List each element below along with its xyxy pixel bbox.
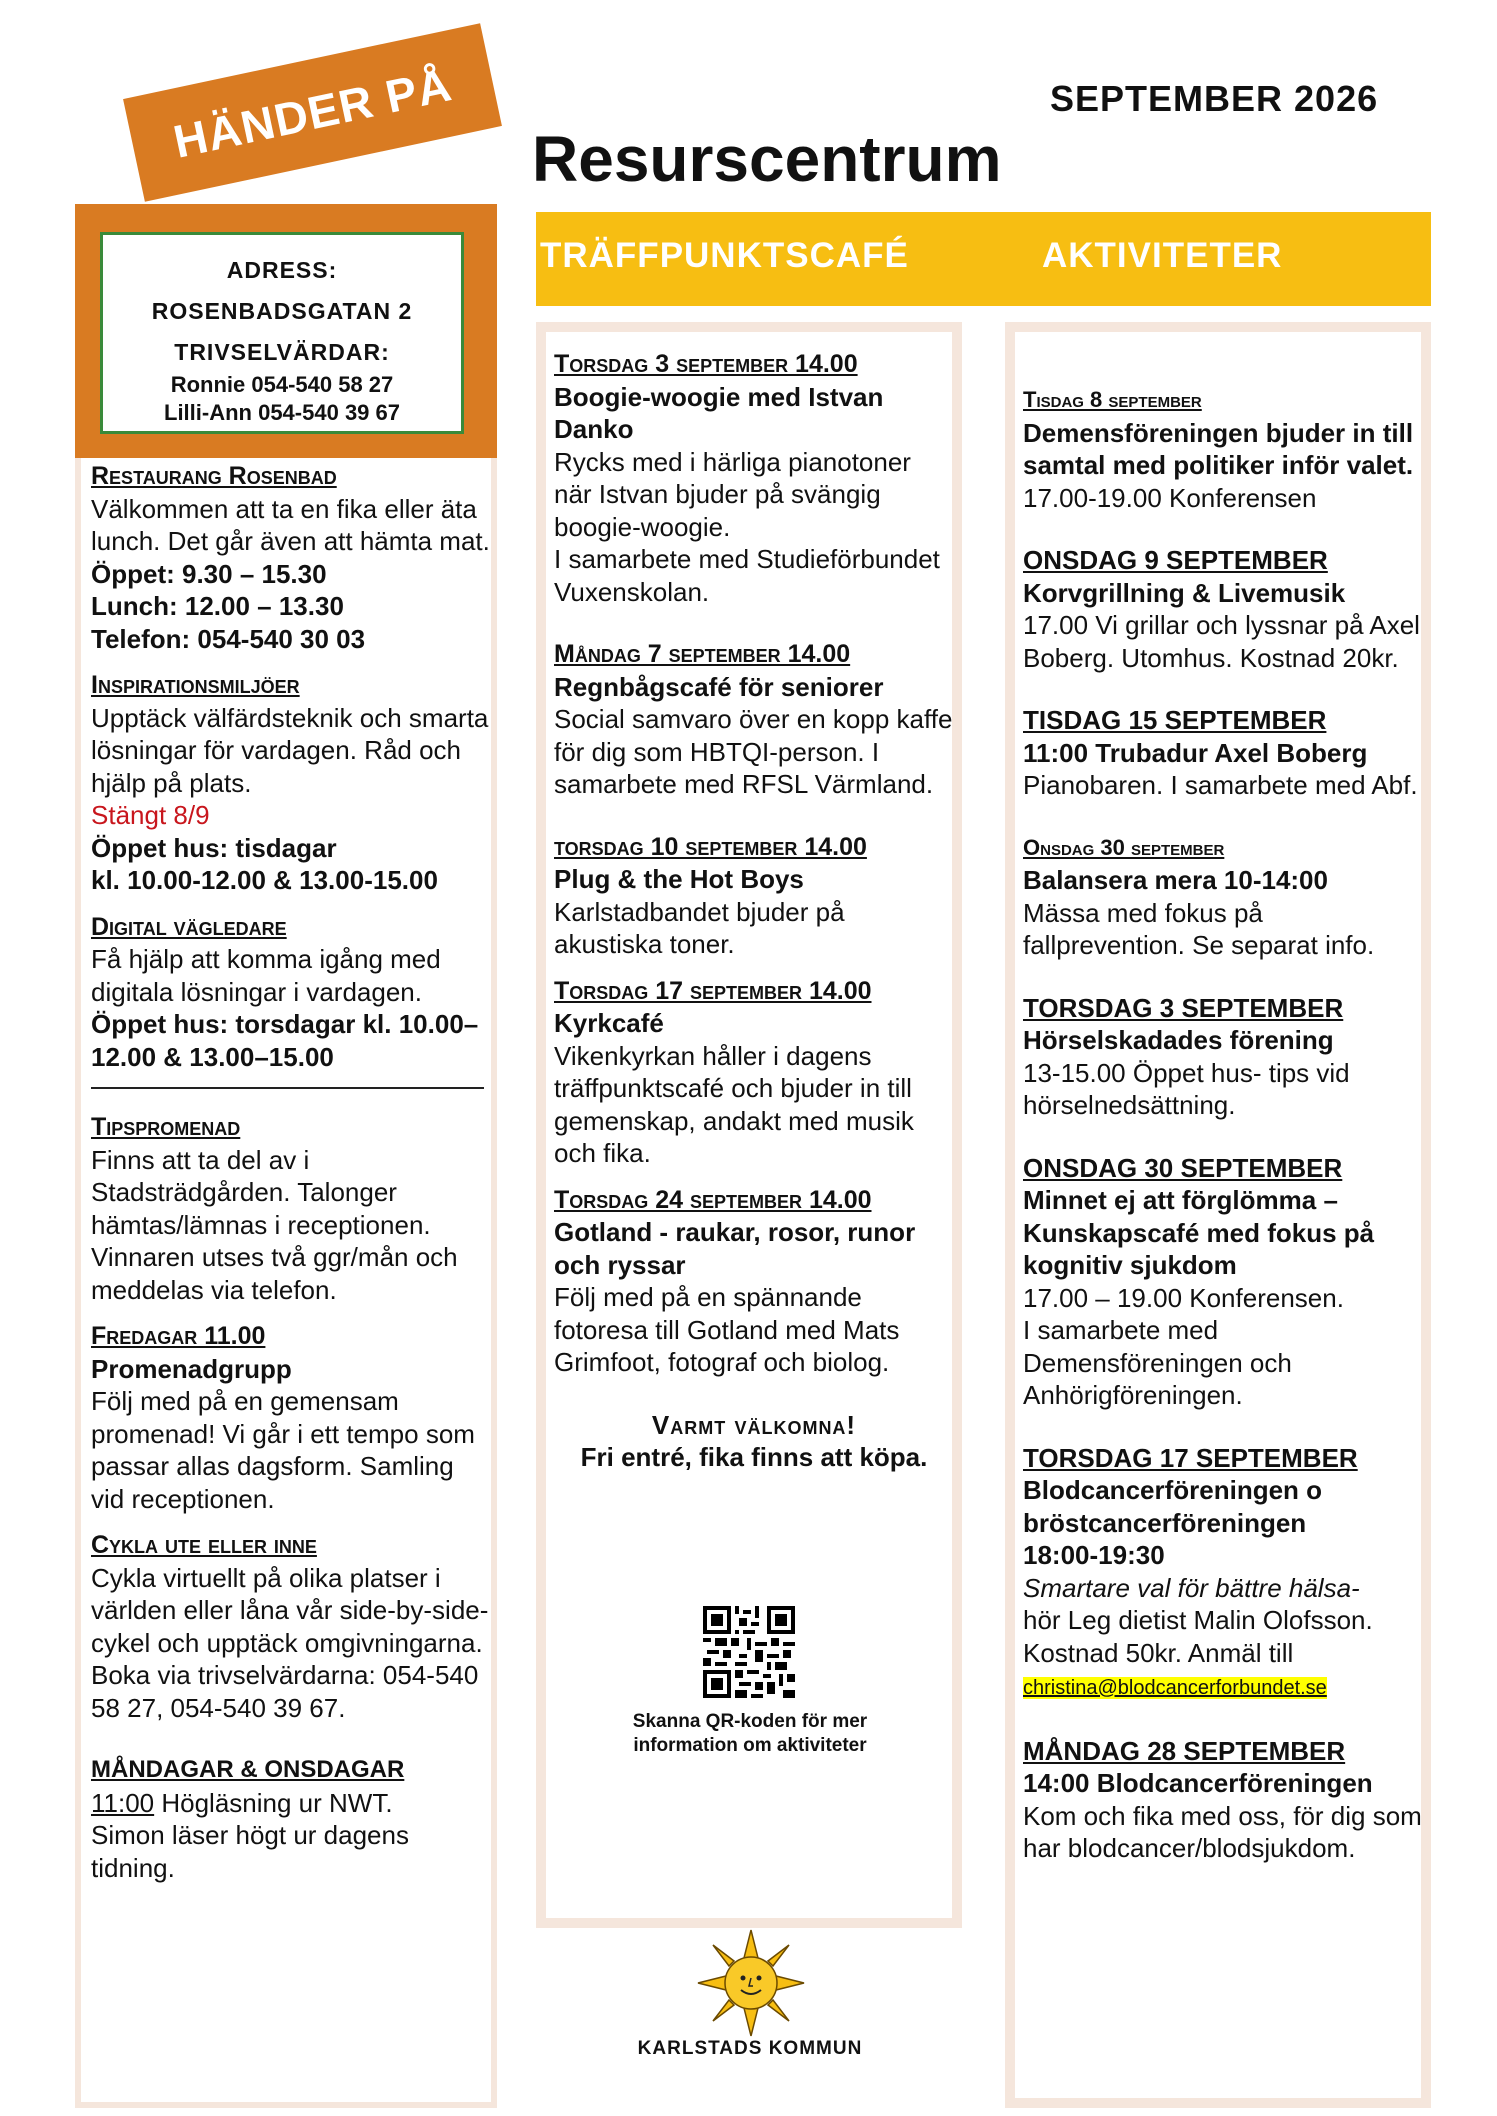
section-header-bar [536,212,1431,306]
activity-5-heading: TORSDAG 3 SEPTEMBER [1023,992,1344,1023]
cafe-4-title: Kyrkcafé [554,1008,664,1038]
host-2: Lilli-Ann 054-540 39 67 [164,400,400,425]
reading-heading: MÅNDAGAR & ONSDAGAR [91,1756,405,1783]
restaurant-open: Öppet: 9.30 – 15.30 [91,558,327,589]
activity-1-text: 17.00-19.00 Konferensen [1023,482,1317,513]
banner-text: HÄNDER PÅ [168,57,457,168]
activity-7-time: 18:00-19:30 [1023,1540,1165,1570]
activity-3-text: Pianobaren. I samarbete med Abf. [1023,770,1418,800]
activity-6-title: Minnet ej att förglömma – Kunskapscafé med fokus på kognitiv sjukdom [1023,1185,1375,1280]
activity-8-title: 14:00 Blodcancerföreningen [1023,1768,1373,1798]
activity-6-text: 17.00 – 19.00 Konferensen. [1023,1282,1344,1313]
cafe-3-text: Karlstadbandet bjuder på akustiska toner. [554,896,845,959]
activity-2-heading: ONSDAG 9 SEPTEMBER [1023,545,1328,575]
activity-5-text: 13-15.00 Öppet hus- tips vid hörselnedsättning. [1023,1057,1350,1120]
month-label: SEPTEMBER 2026 [1050,78,1379,119]
walk-title: Promenadgrupp [91,1353,292,1384]
reading-line [91,1787,491,1820]
activity-3-heading: TISDAG 15 SEPTEMBER [1023,705,1327,735]
sun-logo-icon [696,1928,806,2038]
activity-7-title: Blodcancerföreningen o bröstcancerföreningen [1023,1475,1323,1538]
activity-3-title: 11:00 Trubadur Axel Boberg [1023,737,1368,768]
activity-5-title: Hörselskadades förening [1023,1025,1334,1055]
inspiration-text: Upptäck välfärdsteknik och smarta lösningar för vardagen. Råd och hjälp på plats. [91,702,489,798]
digital-text: Få hjälp att komma igång med digitala lösningar i vardagen. [91,944,441,1007]
host-1: Ronnie 054-540 58 27 [170,372,394,397]
activity-7-email-link[interactable]: christina@blodcancerforbundet.se [1023,1677,1327,1699]
digital-heading: Digital vägledare [91,912,287,941]
hosts-label: TRIVSELVÄRDAR: [174,339,390,365]
activity-8-text: Kom och fika med oss, för dig som har blodcancer/blodsjukdom. [1023,1800,1422,1863]
activity-4-text: Mässa med fokus på fallprevention. Se separat info. [1023,897,1375,960]
cafe-2-heading: Måndag 7 september 14.00 [554,640,851,668]
address-box [100,232,464,434]
cafe-heading: TRÄFFPUNKTSCAFÉ [540,236,909,275]
activity-6-text-2: I samarbete med Demensföreningen och Anhörigföreningen. [1023,1315,1292,1410]
cafe-5-text: Följ med på en spännande fotoresa till Gotland med Mats Grimfoot, fotograf och biolog. [554,1282,900,1377]
walk-heading: Fredagar 11.00 [91,1322,266,1350]
activity-1-title: Demensföreningen bjuder in till samtal med politiker inför valet. [1023,417,1414,480]
reading-text-1: Högläsning ur NWT. [154,1787,393,1818]
inspiration-open-1: Öppet hus: tisdagar [91,832,337,863]
inspiration-heading: Inspirationsmiljöer [91,671,300,699]
reading-time: 11:00 [91,1787,155,1818]
cafe-5-heading: Torsdag 24 september 14.00 [554,1185,872,1214]
restaurant-text: Välkommen att ta en fika eller äta lunch. Det går även att hämta mat. [91,493,490,556]
page-title: Resurscentrum [532,123,1002,195]
cafe-5-title: Gotland - raukar, rosor, runor och ryssar [554,1217,916,1280]
cafe-2-text: Social samvaro över en kopp kaffe för dig som HBTQI-person. I samarbete med RFSL Värmland. [554,704,953,799]
tips-text: Finns att ta del av i Stadsträdgården. Talonger hämtas/lämnas i receptionen. Vinnaren utses två ggr/mån och meddelas via telefon. [91,1144,458,1305]
activity-8-heading: MÅNDAG 28 SEPTEMBER [1023,1735,1346,1766]
middle-column [554,348,954,1474]
bike-text: Cykla virtuellt på olika platser i världen eller låna vår side-by-side-cykel och upptäck omgivningarna. [91,1562,489,1658]
activity-6-heading: ONSDAG 30 SEPTEMBER [1023,1152,1343,1183]
tips-heading: Tipspromenad [91,1113,241,1141]
divider [91,1087,484,1089]
cafe-4-heading: Torsdag 17 september 14.00 [554,976,872,1005]
cafe-1-text: Rycks med i härliga pianotoner när Istvan bjuder på svängig boogie-woogie. [554,446,911,542]
cafe-3-heading: torsdag 10 september 14.00 [554,832,867,861]
header-banner [123,23,502,202]
activity-7-text: hör Leg dietist Malin Olofsson. Kostnad 50kr. Anmäl till [1023,1605,1373,1668]
activity-7-italic: Smartare val för bättre hälsa- [1023,1572,1360,1603]
restaurant-phone: Telefon: 054-540 30 03 [91,623,366,654]
activities-heading: AKTIVITETER [1042,236,1283,275]
inspiration-closed: Stängt 8/9 [91,800,210,830]
activity-4-heading: Onsdag 30 september [1023,834,1225,860]
cafe-2-title: Regnbågscafé för seniorer [554,671,884,702]
restaurant-heading: Restaurang Rosenbad [91,462,337,490]
activity-7-heading: TORSDAG 17 SEPTEMBER [1023,1442,1358,1473]
activity-2-title: Korvgrillning & Livemusik [1023,577,1346,608]
address-street: ROSENBADSGATAN 2 [151,298,413,324]
bike-heading: Cykla ute eller inne [91,1531,317,1559]
cafe-1-title: Boogie-woogie med Istvan Danko [554,381,884,444]
restaurant-lunch: Lunch: 12.00 – 13.30 [91,591,344,621]
reading-text-2: Simon läser högt ur dagens tidning. [91,1820,409,1883]
activity-1-heading: Tisdag 8 september [1023,387,1202,412]
digital-open: Öppet hus: torsdagar kl. 10.00–12.00 & 13.00–15.00 [91,1009,479,1072]
right-column [1023,384,1423,1865]
cafe-3-title: Plug & the Hot Boys [554,864,804,894]
activity-2-text: 17.00 Vi grillar och lyssnar på Axel Boberg. Utomhus. Kostnad 20kr. [1023,610,1420,673]
qr-caption: Skanna QR-koden för mer information om aktiviteter [632,1711,868,1756]
cafe-1-extra: I samarbete med Studieförbundet Vuxenskolan. [554,544,940,607]
left-column [91,460,491,1884]
activity-4-title: Balansera mera 10-14:00 [1023,865,1328,895]
qr-code-icon [703,1606,795,1698]
cafe-1-heading: Torsdag 3 september 14.00 [554,350,858,378]
walk-text: Följ med på en gemensam promenad! Vi går i ett tempo som passar allas dagsform. Samling vid receptionen. [91,1386,475,1514]
free-entry-text: Fri entré, fika finns att köpa. [580,1442,928,1472]
kommun-logo-text: KARLSTADS KOMMUN [637,2038,863,2059]
address-label: ADRESS: [226,257,338,283]
cafe-4-text: Vikenkyrkan håller i dagens träffpunktscafé och bjuder in till gemenskap, andakt med musik och fika. [554,1040,914,1168]
inspiration-open-2: kl. 10.00-12.00 & 13.00-15.00 [91,865,438,895]
welcome-text: Varmt välkomna! [651,1409,857,1440]
bike-book: Boka via trivselvärdarna: 054-540 58 27, 054-540 39 67. [91,1660,479,1723]
